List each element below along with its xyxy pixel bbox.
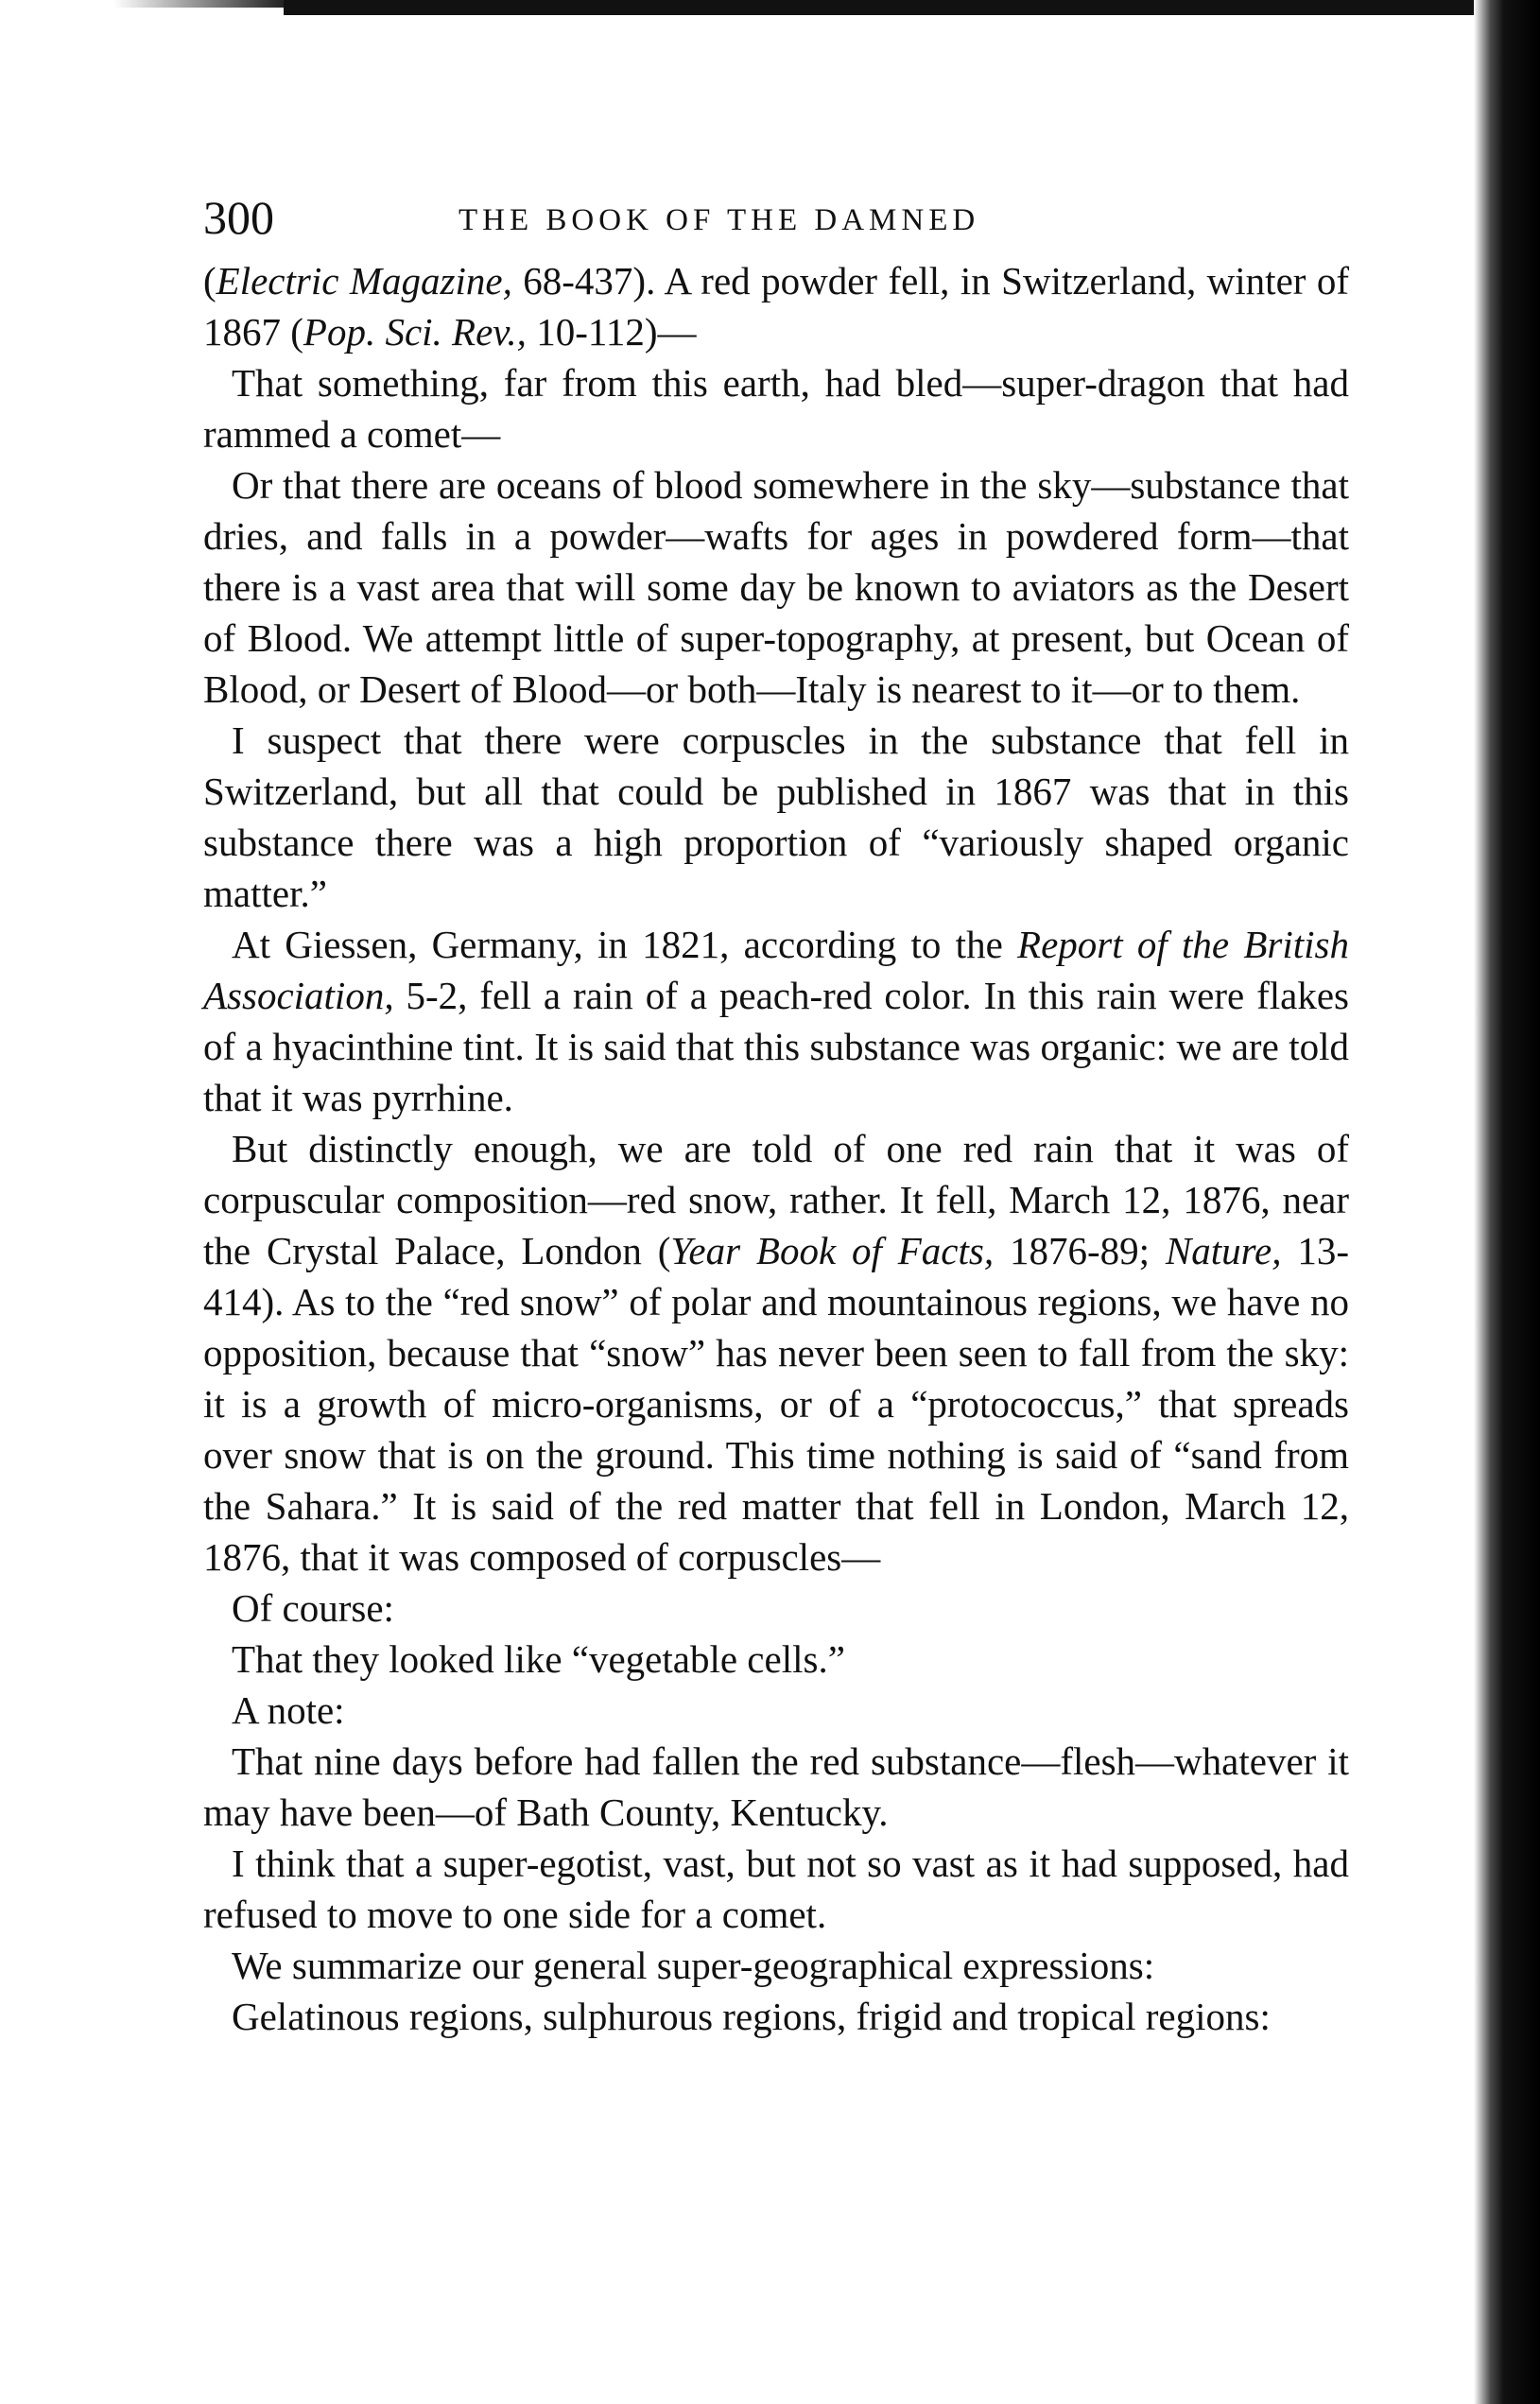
body-text [203, 255, 1349, 2042]
citation-electric-magazine: Electric Magazine, [216, 259, 512, 303]
paragraph-11: I think that a super-egotist, vast, but not so vast as it had supposed, had refused to move to one side for a comet. [203, 1842, 1349, 1936]
paragraph-4: I suspect that there were corpuscles in the substance that fell in Switzerland, but all that could be published in 1867 was that in this substance there was a high proportion of “variously shaped organic matter.” [203, 718, 1349, 915]
book-page [203, 189, 1349, 2042]
citation-nature: Nature, [1165, 1229, 1282, 1272]
paragraph-1: (Electric Magazine, 68-437). A red powder fell, in Switzerland, winter of 1867 (Pop. Sci. Rev., 10-112)— [203, 259, 1350, 354]
paragraph-10: That nine days before had fallen the red substance—flesh—whatever it may have been—of Bath County, Kentucky. [203, 1739, 1349, 1834]
scan-top-edge-fade [0, 0, 284, 8]
paragraph-12: We summarize our general super-geographical expressions: [232, 1944, 1155, 1987]
paragraph-2: That something, far from this earth, had bled—super-dragon that had rammed a comet— [203, 361, 1349, 456]
citation-pop-sci-rev: Pop. Sci. Rev., [303, 310, 527, 354]
scan-right-edge [1474, 0, 1540, 2404]
running-head [203, 189, 1349, 255]
running-title: THE BOOK OF THE DAMNED [459, 203, 980, 237]
paragraph-13: Gelatinous regions, sulphurous regions, frigid and tropical regions: [232, 1995, 1271, 2038]
paragraph-9: A note: [232, 1688, 345, 1732]
page-number: 300 [203, 191, 274, 244]
paragraph-5: At Giessen, Germany, in 1821, according to the Report of the British Association, 5-2, fell a rain of a peach-red color. In this rain were flakes of a hyacinthine tint. It is said that this substance was organic: we are told that it was pyrrhine. [203, 923, 1350, 1119]
citation-year-book-of-facts: Year Book of Facts, [670, 1229, 995, 1272]
paragraph-7: Of course: [232, 1586, 394, 1630]
scan-top-edge [284, 0, 1540, 15]
citation-british-association: Report of the British Association, [203, 923, 1350, 1017]
paragraph-6: But distinctly enough, we are told of one red rain that it was of corpuscular composition—red snow, rather. It fell, March 12, 1876, near the Crystal Palace, London (Year Book of Facts, 1876-89; Nature, 13-414). As to the “red snow” of polar and mountainous regions, we have no opposition, because that “snow” has never been seen to fall from the sky: it is a growth of micro-organisms, or of a “protococcus,” that spreads over snow that is on the ground. This time nothing is said of “sand from the Sahara.” It is said of the red matter that fell in London, March 12, 1876, that it was composed of corpuscles— [203, 1127, 1350, 1579]
paragraph-8: That they looked like “vegetable cells.” [232, 1637, 845, 1681]
paragraph-3: Or that there are oceans of blood somewhere in the sky—substance that dries, and falls in a powder—wafts for ages in powdered form—that there is a vast area that will some day be known to aviators as the Desert of Blood. We attempt little of super-topography, at present, but Ocean of Blood, or Desert of Blood—or both—Italy is nearest to it—or to them. [203, 463, 1349, 711]
